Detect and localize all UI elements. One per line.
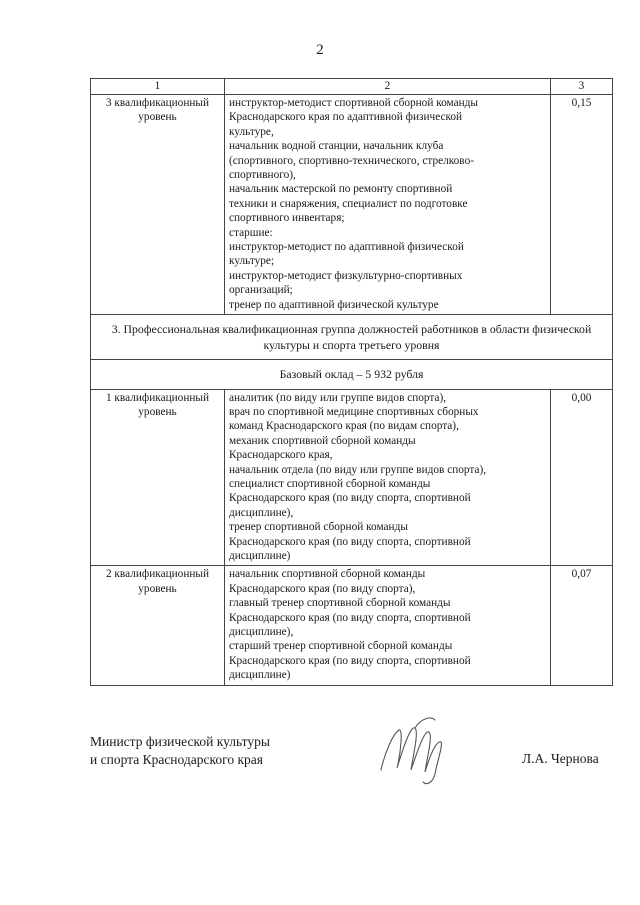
position-line: начальник отдела (по виду или группе видов спорта), — [229, 463, 487, 476]
group-title: 3. Профессиональная квалификационная группа должностей работников в области физической культуры и спорта третьего уровня — [91, 315, 613, 360]
coefficient: 0,07 — [551, 566, 613, 685]
position-line: дисциплине), — [229, 506, 294, 519]
qualification-level: 2 квалификационный уровень — [91, 566, 225, 685]
position-line: дисциплине) — [229, 669, 291, 682]
position-line: врач по спортивной медицине спортивных сборных — [229, 405, 479, 418]
base-salary: Базовый оклад – 5 932 рубля — [91, 360, 613, 389]
table-row — [91, 95, 613, 315]
position-line: культуре, — [229, 125, 274, 138]
signatory-title-line-1: Министр физической культуры — [90, 734, 270, 749]
signer-name: Л.А. Чернова — [522, 751, 599, 766]
position-line: техники и снаряжения, специалист по подготовке — [229, 197, 468, 210]
position-line: тренер спортивной сборной команды — [229, 521, 408, 534]
position-line: (спортивного, спортивно-технического, стрелково- — [229, 154, 474, 167]
table-row — [91, 566, 613, 685]
position-line: Краснодарского края по адаптивной физической — [229, 111, 463, 124]
positions-cell — [225, 95, 551, 315]
position-line: начальник мастерской по ремонту спортивной — [229, 183, 453, 196]
page-number: 2 — [316, 42, 324, 58]
position-line: инструктор-методист по адаптивной физической — [229, 241, 464, 254]
qualification-table — [90, 78, 613, 686]
position-line: аналитик (по виду или группе видов спорта), — [229, 391, 447, 404]
signatory-title-line-2: и спорта Краснодарского края — [90, 752, 263, 767]
position-line: дисциплине), — [229, 626, 294, 638]
position-line: Краснодарского края (по виду спорта, спортивной — [229, 654, 471, 667]
base-salary-row — [91, 360, 613, 389]
position-line: инструктор-методист спортивной сборной команды — [229, 97, 479, 109]
position-line: Краснодарского края (по виду спорта), — [229, 582, 416, 595]
position-line: механик спортивной сборной команды — [229, 434, 416, 447]
position-line: команд Краснодарского края (по видам спорта), — [229, 420, 459, 433]
group-title-row — [91, 315, 613, 360]
signatory-title — [90, 733, 270, 769]
position-line: инструктор-методист физкультурно-спортивных — [229, 269, 463, 282]
position-line: организаций; — [229, 284, 293, 297]
column-header-1: 1 — [91, 79, 225, 95]
column-header-2: 2 — [225, 79, 551, 95]
position-line: культуре; — [229, 255, 275, 268]
coefficient: 0,00 — [551, 389, 613, 566]
handwritten-signature — [375, 712, 455, 792]
position-line: Краснодарского края, — [229, 449, 333, 462]
position-line: начальник спортивной сборной команды — [229, 568, 426, 581]
table-row — [91, 389, 613, 566]
qualification-level: 1 квалификационный уровень — [91, 389, 225, 566]
qualification-level: 3 квалификационный уровень — [91, 95, 225, 315]
position-line: Краснодарского края (по виду спорта, спортивной — [229, 535, 471, 548]
position-line: специалист спортивной сборной команды — [229, 477, 431, 490]
position-line: начальник водной станции, начальник клуба — [229, 140, 444, 153]
position-line: спортивного инвентаря; — [229, 212, 345, 225]
position-line: спортивного), — [229, 169, 296, 182]
column-header-3: 3 — [551, 79, 613, 95]
position-line: дисциплине) — [229, 549, 291, 562]
coefficient: 0,15 — [551, 95, 613, 315]
position-line: главный тренер спортивной сборной команды — [229, 597, 451, 610]
position-line: старшие: — [229, 226, 273, 239]
position-line: старший тренер спортивной сборной команды — [229, 640, 453, 653]
positions-cell — [225, 389, 551, 566]
table-header-row — [91, 79, 613, 95]
position-line: Краснодарского края (по виду спорта, спортивной — [229, 611, 471, 624]
position-line: Краснодарского края (по виду спорта, спортивной — [229, 492, 471, 505]
position-line: тренер по адаптивной физической культуре — [229, 298, 439, 311]
positions-cell — [225, 566, 551, 685]
